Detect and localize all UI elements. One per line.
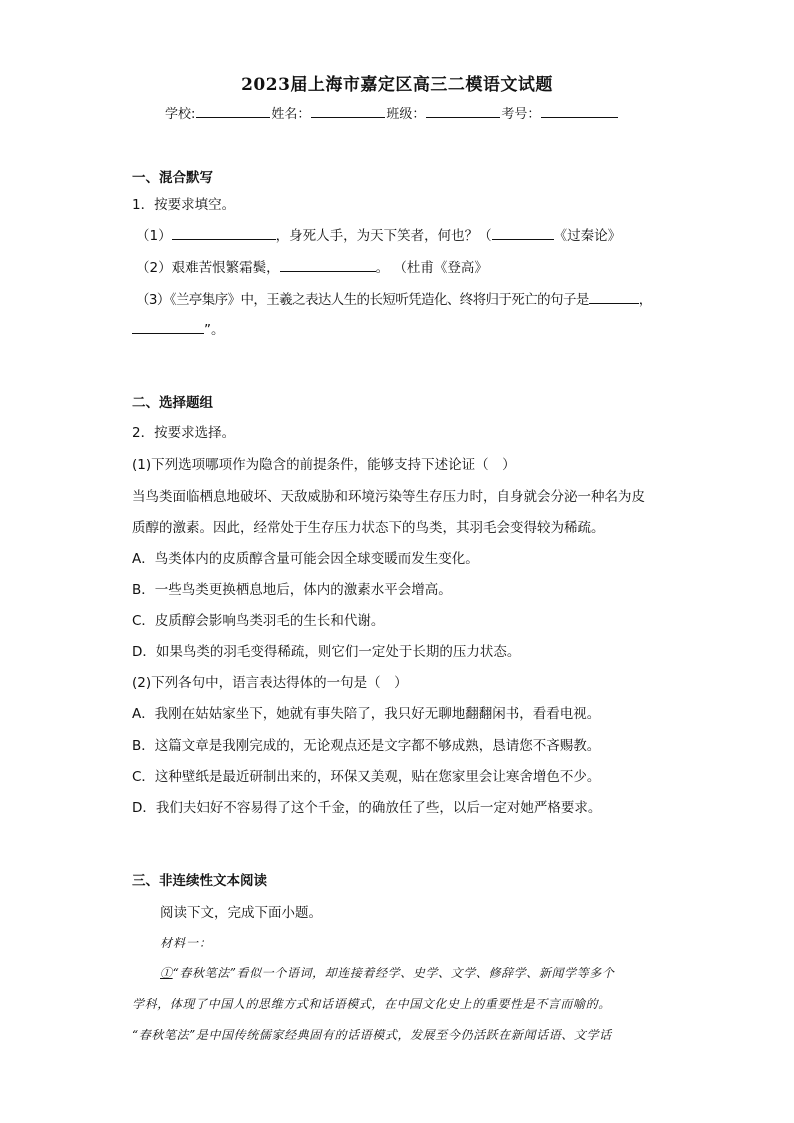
q1-line2-end: 。 （杜甫《登高》	[375, 260, 488, 276]
q2-part1-option-b[interactable]: B．一些鸟类更换栖息地后，体内的激素水平会增高。	[132, 582, 452, 598]
class-label: 班级：	[386, 107, 426, 122]
q1-stem: 1．按要求填空。	[132, 197, 236, 213]
name-label: 姓名：	[271, 107, 311, 122]
q2-part1-text-line1: 当鸟类面临栖息地破坏、天敌威胁和环境污染等生存压力时，自身就会分泌一种名为皮	[132, 489, 645, 505]
q2-part2-option-b[interactable]: B．这篇文章是我刚完成的，无论观点还是文字都不够成熟，恳请您不吝赐教。	[132, 738, 601, 754]
q1-line3-text: （3）《兰亭集序》中，王羲之表达人生的长短听凭造化、终将归于死亡的句子是	[136, 292, 589, 308]
q2-part1-prompt: (1)下列选项哪项作为隐含的前提条件，能够支持下述论证（ ）	[132, 457, 516, 473]
q2-stem: 2．按要求选择。	[132, 425, 236, 441]
section2-heading: 二、选择题组	[132, 395, 213, 411]
exam-no-label: 考号：	[501, 107, 541, 122]
school-blank[interactable]	[196, 105, 270, 118]
passage-line1-text: “春秋笔法”看似一个语词，却连接着经学、史学、文学、修辞学、新闻学等多个	[172, 966, 615, 980]
section3-instruction: 阅读下文，完成下面小题。	[160, 905, 322, 921]
exam-no-blank[interactable]	[541, 105, 618, 118]
q1-blank-1[interactable]	[172, 226, 276, 240]
passage-line3: “春秋笔法”是中国传统儒家经典固有的话语模式，发展至今仍活跃在新闻话语、文学话	[132, 1028, 612, 1042]
q2-part1-text-line2: 质醇的激素。因此，经常处于生存压力状态下的鸟类，其羽毛会变得较为稀疏。	[132, 520, 605, 536]
q2-part2-option-d[interactable]: D．我们夫妇好不容易得了这个千金，的确放任了些，以后一定对她严格要求。	[132, 800, 602, 816]
q2-part2-option-c[interactable]: C．这种壁纸是最近研制出来的，环保又美观，贴在您家里会让寒舍增色不少。	[132, 769, 601, 785]
q1-line1-mid: ，身死人手，为天下笑者，何也？（	[275, 228, 492, 244]
q1-line2	[136, 256, 488, 276]
q1-line1-end: 《过秦论》	[553, 228, 622, 244]
q2-part1-option-c[interactable]: C．皮质醇会影响鸟类羽毛的生长和代谢。	[132, 613, 385, 629]
q2-part1-option-d[interactable]: D．如果鸟类的羽毛变得稀疏，则它们一定处于长期的压力状态。	[132, 644, 521, 660]
section1-heading: 一、混合默写	[132, 170, 213, 186]
q1-blank-3[interactable]	[280, 258, 376, 272]
section3-heading: 三、非连续性文本阅读	[132, 873, 267, 889]
q1-line1-prefix: （1）	[136, 228, 172, 244]
q1-line3-comma: ，	[638, 292, 652, 308]
q1-line4-end: ”。	[204, 322, 225, 338]
q1-line2-prefix: （2）艰难苦恨繁霜鬓，	[136, 260, 280, 276]
school-label: 学校:	[165, 107, 196, 122]
q1-line1	[136, 224, 621, 244]
q1-blank-2[interactable]	[492, 226, 554, 240]
q2-part1-option-a[interactable]: A．鸟类体内的皮质醇含量可能会因全球变暖而发生变化。	[132, 551, 479, 567]
paragraph-number: ①	[160, 966, 173, 980]
name-blank[interactable]	[311, 105, 385, 118]
q2-part2-prompt: (2)下列各句中，语言表达得体的一句是（ ）	[132, 675, 408, 691]
passage-line1	[160, 964, 614, 981]
material-1-label: 材料一：	[160, 936, 213, 950]
q1-line3	[136, 288, 652, 308]
passage-line2: 学科，体现了中国人的思维方式和话语模式，在中国文化史上的重要性是不言而喻的。	[132, 997, 611, 1011]
q2-part2-option-a[interactable]: A．我刚在姑姑家坐下，她就有事失陪了，我只好无聊地翻翻闲书，看看电视。	[132, 706, 601, 722]
page-title: 2023届上海市嘉定区高三二模语文试题	[241, 75, 553, 95]
q1-blank-4[interactable]	[589, 290, 639, 304]
q1-blank-5[interactable]	[132, 320, 204, 334]
class-blank[interactable]	[426, 105, 500, 118]
q1-line4	[132, 318, 225, 338]
student-info-line	[165, 103, 619, 122]
